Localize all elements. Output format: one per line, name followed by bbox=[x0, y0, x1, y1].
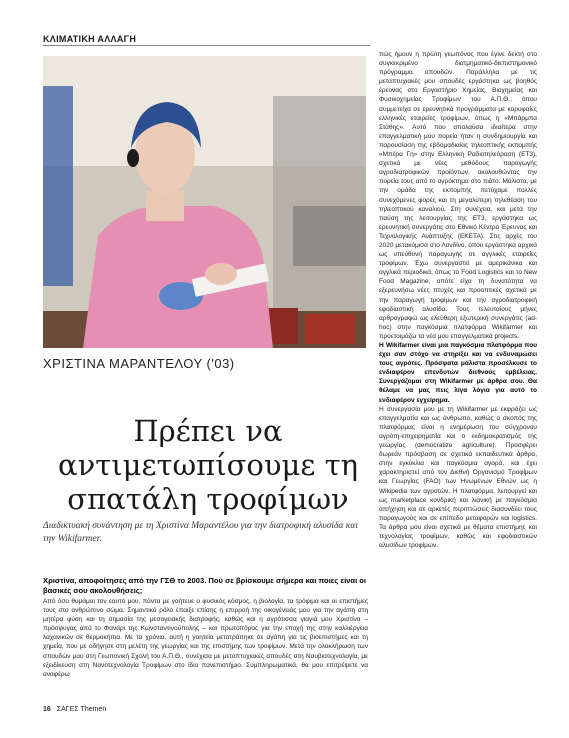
right-paragraph-1: πώς ήμουν η πρώτη γεωπόνος που έγινε δεκτή στο συγκεκριμένο διατμηματικό-διεπιστημονικό πρόγραμμα σπουδών. Παράλληλα με τις μεταπτυχιακές μου σπουδές εργάστηκα ως βοηθός έρευνας στο Εργαστήριο Χημείας, Βιοχημείας και Φυσικοχημείας Τροφίμων του Α.Π.Θ., όπου συμμετείχα σε ερευνητικά προγράμματα με κορυφαίες ελληνικές εταιρείες τροφίμων, όπως η «Μπάρμπα Στάθης». Αυτό που απολαύσα ιδιαίτερα στην επαγγελματική μου πορεία ήταν η συνδημιουργία και παρουσίαση της εβδομαδιαίας τηλεοπτικής εκπομπής «Μπέρα Γη» στην Ελληνική Ραδιοτηλεόραση (ΕΤ3), σχετικά με νέες μεθόδους παραγωγής αγροδιατροφικών προϊόντων, ακολουθώντας την πορεία τους από το αγρόκτημα στο πιάτο. Μάλιστα, με την ομάδα της εκπομπής πετύχαμε πολλές συνεχόμενες φορές και τη μεγαλύτερη τηλεθέαση του τηλεοπτικού καναλιού. Στη συνέχεια, και μετά την παύση της λειτουργίας της ΕΤ3, εργάστηκα ως ερευνητική συνεργάτις στο Εθνικό Κέντρο Έρευνας και Τεχνολογικής Ανάπτυξης (ΕΚΕΤΑ). Στις αρχές του 2020 μετακόμισα στο Λονδίνο, όπου εργάστηκα αρχικά ως υπεύθυνη παραγωγής σε αγγλικές εταιρείες τροφίμων. Έχω συνεργαστεί με αμερικάνικα και αγγλικά περιοδικά, όπως το Food Logistics και το New Food Magazine, οπότε είχα τη δυνατότητα να εξερευνήσω νέες πτυχές και προοπτικές σχετικά με την παραγωγή τροφίμων και την αγροδιατροφική εφοδιαστική αλυσίδα. Τους τελευταίους μήνες αρθρογραφώ ως ελεύθερη εξωτερική συνεργάτις (ad-hoc) στην παγκόσμια πλατφόρμα Wikifarmer και προετοιμάζω τα νέα μου επαγγελματικά projects. bbox=[379, 51, 537, 340]
portrait-photo bbox=[43, 56, 366, 348]
portrait-illustration bbox=[43, 56, 366, 348]
intro-paragraph: Από όσο θυμάμαι τον εαυτό μου, πάντα με γοήτευε ο φυσικός κόσμος, η βιολογία, τα τρόφιμα και οι επιστήμες τους στο ανθρώπινο σώμα. Σημαντικό ρόλο έπαιξε επίσης η επιρροή της οικογένειάς μου για την αγάπη στη μητέρα φύση και τη σημασία της μεσογειακής διατροφής, καθώς και η αγρότισσα γιαγιά μου Χριστίνα – πρόσφυγας από το Φανάρι της Κωνσταντινούπολης – και πρωτοπόρος για την εποχή της στην καλλιέργεια λαχανικών σε θερμοκήπια. Με τα χρόνια, αυτή η γοητεία μετατράπηκε σε αγάπη για τις βιοεπιστήμες και τη χημεία, που με οδήγησε στη μελέτη της γεωργίας και της επιστήμης των τροφίμων. Μετά την ολοκλήρωση των σπουδών μου στη Γεωπονική Σχολή του Α.Π.Θ., συνέχισα με μεταπτυχιακές σπουδές στη Ναυβιοτεχνολογία, με εξειδίκευση στη Νανοτεχνολογία Τροφίμων στο ίδιο πανεπιστήμιο. Συμπληρωματικά, θα μου επιτρέψετε να αναφέρω bbox=[43, 598, 368, 678]
section-label: ΚΛΙΜΑΤΙΚΗ ΑΛΛΑΓΗ bbox=[43, 34, 137, 44]
interview-question: Χριστίνα, αποφοίτησες από την ΓΣΘ το 2003. Πού σε βρίσκουμε σήμερα και ποιες είναι οι βασικές σου ακολουθήσεις; bbox=[43, 576, 367, 595]
neck bbox=[146, 191, 184, 221]
blue-crates bbox=[43, 86, 73, 286]
section-divider bbox=[43, 45, 370, 46]
machinery-box bbox=[293, 206, 366, 266]
article-subtitle: Διαδικτυακή συνάντηση με τη Χριστίνα Μαραντέλου για την διατροφική αλυσίδα και την Wikifarmer. bbox=[43, 521, 358, 544]
product-box-3 bbox=[305, 314, 355, 344]
publication-name: ΣΑΓΕΣ Themen bbox=[56, 706, 107, 713]
page-number: 16 bbox=[43, 706, 51, 713]
right-paragraph-2: Η συνεργασία μου με τη Wikifarmer με εκφράζει ως επαγγελματία και ως άνθρωπο, καθώς ο σκοπός της πλατφόρμας είναι η ενημέρωση του σύγχρονου αγρότη-επιχειρηματία και ο εκδημοκρατισμός της γεωργίας (democratize agriculture). Προσφέρει δωρεάν πρόσβαση σε σχετικά εκπαιδευτικά άρθρα, στην εγκύκλια και παγκόσμια αγορά, και έχει χαρακτηριστεί από τον Διεθνή Οργανισμό Τροφίμων και Γεωργίας (FAO) των Ηνωμένων Εθνών ως η Wikipedia των αγροτών. Η πλατφόρμα, λειτουργεί και ως marketplace κονδρική και λιανική με παγκόσμια απήχηση και σε αρκετές περιπτώσεις διασυνδέει τους παραγωγούς και σε επίπεδο μεταφορών και logistics. Τα άρθρα μου είναι σχετικά με θέματα επιστήμης και τεχνολογίας τροφίμων, καθώς και εφοδιαστικών αλυσίδων τροφίμων. bbox=[379, 405, 537, 550]
article-title: Πρέπει να αντιμετωπίσουμε τη σπατάλη τροφίμων bbox=[57, 414, 358, 516]
earring bbox=[127, 149, 139, 167]
right-column bbox=[379, 50, 537, 550]
hand bbox=[205, 263, 237, 285]
right-question-2: Η Wikifarmer είναι μια παγκόσμια πλατφόρμα που έχει σαν στόχο να στηρίξει και να ενδυναμώσει τους αγρότες. Πρόσφατα μάλιστα προσέλκυσε το ενδιαφέρον επενδυτών διεθνούς εμβέλειας. Συνεργάζομαι στη Wikifarmer με άρθρα σου. Θα θέλαμε να μας πεις λίγα λόγια για αυτό το ενδιαφέρον εγχείρημα. bbox=[379, 342, 537, 404]
page-footer bbox=[43, 706, 106, 713]
photo-caption: ΧΡΙΣΤΙΝΑ ΜΑΡΑΝΤΕΛΟΥ ('03) bbox=[43, 356, 235, 371]
